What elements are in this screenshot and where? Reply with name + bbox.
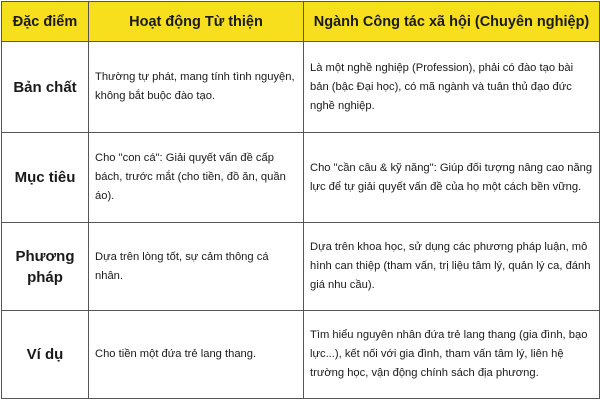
row-charity-cell: Cho tiền một đứa trẻ lang thang. (89, 311, 304, 399)
header-charity: Hoạt động Từ thiện (89, 2, 304, 42)
header-criterion: Đặc điểm (2, 2, 89, 42)
row-criterion: Ví dụ (2, 311, 89, 399)
table-header (2, 2, 600, 42)
row-social-work-cell: Dựa trên khoa học, sử dụng các phương pháp luận, mô hình can thiệp (tham vấn, trị liệu tâm lý, quản lý ca, đánh giá nhu cầu). (304, 223, 600, 311)
row-social-work-cell: Cho "cần câu & kỹ năng": Giúp đối tượng nâng cao năng lực để tự giải quyết vấn đề của họ một cách bền vững. (304, 133, 600, 223)
header-social-work: Ngành Công tác xã hội (Chuyên nghiệp) (304, 2, 600, 42)
table-row (2, 133, 600, 223)
table-row (2, 223, 600, 311)
header-row (2, 2, 600, 42)
row-social-work-cell: Tìm hiểu nguyên nhân đứa trẻ lang thang (gia đình, bạo lực...), kết nối với gia đình, tham vấn tâm lý, liên hệ trường học, vận động chính sách địa phương. (304, 311, 600, 399)
table-body (2, 42, 600, 399)
row-criterion: Phương pháp (2, 223, 89, 311)
comparison-table-container (0, 1, 600, 401)
row-criterion: Bản chất (2, 42, 89, 133)
row-charity-cell: Thường tự phát, mang tính tình nguyện, không bắt buộc đào tạo. (89, 42, 304, 133)
row-charity-cell: Dựa trên lòng tốt, sự cảm thông cá nhân. (89, 223, 304, 311)
row-criterion: Mục tiêu (2, 133, 89, 223)
table-row (2, 311, 600, 399)
row-charity-cell: Cho "con cá": Giải quyết vấn đề cấp bách, trước mắt (cho tiền, đồ ăn, quần áo). (89, 133, 304, 223)
comparison-table (1, 1, 600, 399)
row-social-work-cell: Là một nghề nghiệp (Profession), phải có đào tạo bài bản (bậc Đại học), có mã ngành và tuân thủ đạo đức nghề nghiệp. (304, 42, 600, 133)
table-row (2, 42, 600, 133)
